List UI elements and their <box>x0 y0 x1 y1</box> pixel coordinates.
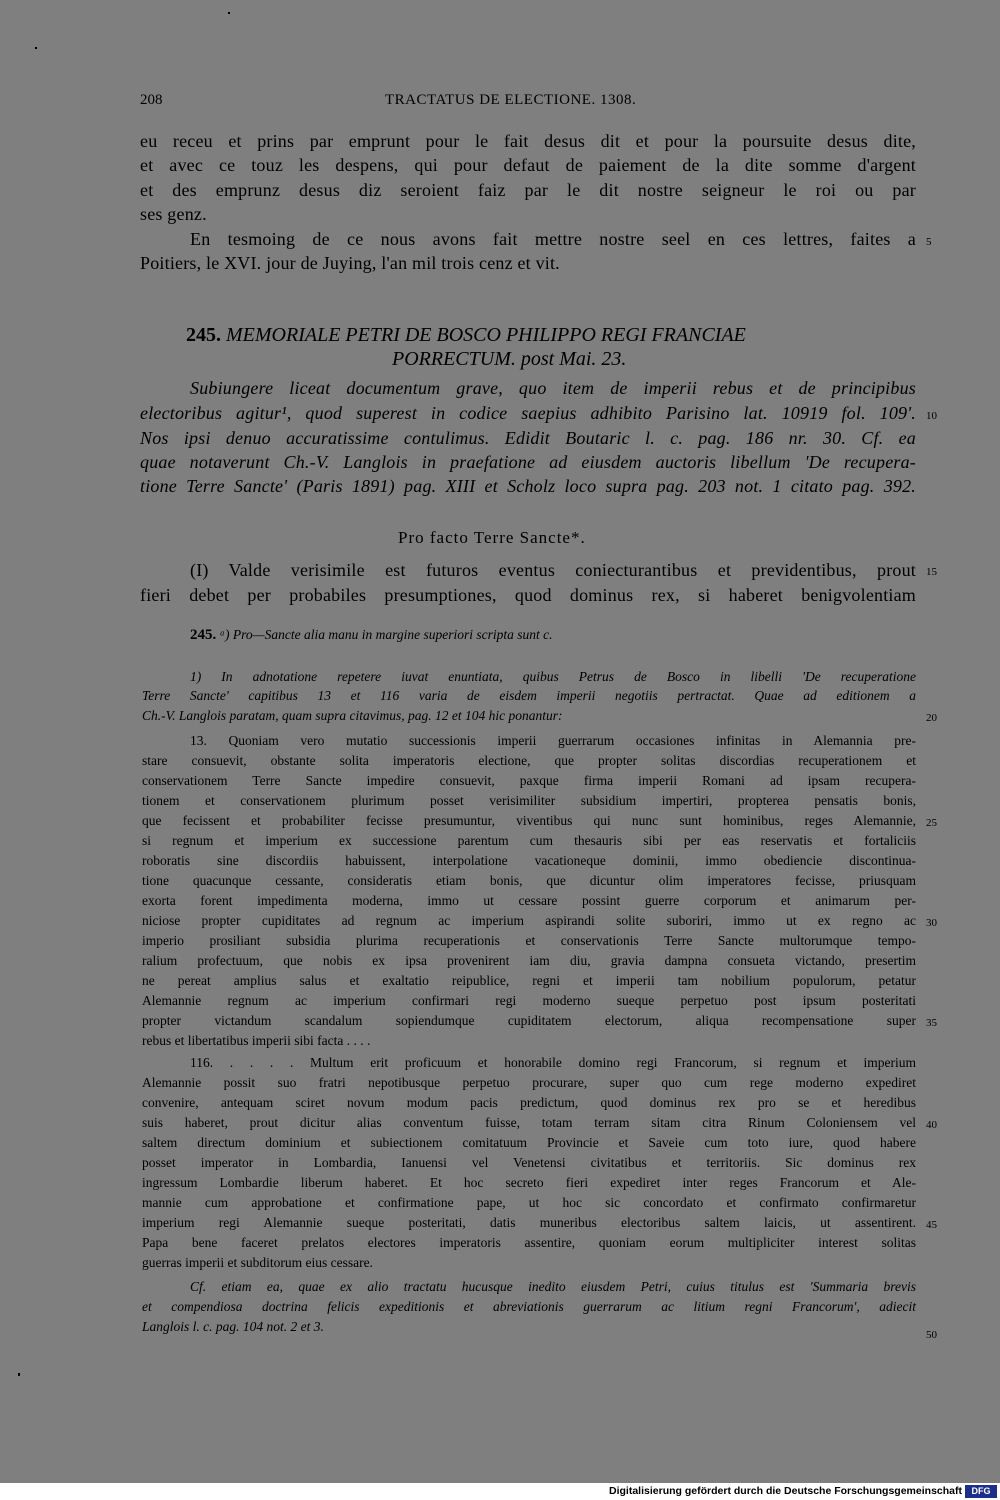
footnote-line: Ch.-V. Langlois paratam, quam supra citavimus, pag. 12 et 104 hic ponantur: <box>142 708 563 723</box>
footnote-line: niciose propter cupiditates ad regnum ac imperium aspirandi solite suboriri, immo ut ex regno ac <box>142 913 916 928</box>
footnote-line: si regnum et imperium ex successione parentum cum thesauris sibi per eas reservatis et fortaliciis <box>142 833 916 848</box>
footnote-line: mannie cum approbatione et confirmatione pape, ut hoc sic concordato et confirmato confirmaretur <box>142 1195 916 1210</box>
apparatus-text: ᵃ) Pro—Sancte alia manu in margine superiori scripta sunt c. <box>219 627 553 642</box>
footnote-line: imperio prosiliant subsidia plurima recuperationis et conservationis Terre Sancte multorumque tempo- <box>142 933 916 948</box>
body-line: et avec ce touz les despens, qui pour defaut de paiement de la dite somme d'argent <box>140 155 916 175</box>
body-line: Poitiers, le XVI. jour de Juying, l'an mil trois cenz et vit. <box>140 253 560 273</box>
scan-speck <box>18 1373 20 1376</box>
footnote-line: ne pereat amplius salus et exaltatio reipublice, regni et imperii tam nobilium populorum, petatur <box>142 973 916 988</box>
footnote-line: tionem et conservationem plurimum posset verisimiliter subsidium impertiri, propterea pensatis bonis, <box>142 793 916 808</box>
footnote-line: 1) In adnotatione repetere iuvat enuntiata, quibus Petrus de Bosco in libelli 'De recuperatione <box>190 669 916 684</box>
intro-line: quae notaverunt Ch.-V. Langlois in praefatione ad eiusdem auctoris libellum 'De recupera- <box>140 452 916 472</box>
scan-speck <box>35 47 37 49</box>
body-line: (I) Valde verisimile est futuros eventus coniecturantibus et previdentibus, prout <box>190 560 916 580</box>
intro-line: tione Terre Sancte' (Paris 1891) pag. XIII et Scholz loco supra pag. 203 not. 1 citato pag. 392. <box>140 476 916 496</box>
footnote-line: Papa bene faceret prelatos electores imperatoris assentire, quoniam eorum multipliciter interest solitas <box>142 1235 916 1250</box>
page-number: 208 <box>140 92 163 108</box>
body-line: fieri debet per probabiles presumptiones, quod dominus rex, si haberet benigvolentiam <box>140 585 916 605</box>
document-number: 245. <box>186 324 221 346</box>
apparatus-number: 245. <box>190 627 217 643</box>
line-number: 5 <box>926 236 932 248</box>
footnote-line: convenire, antequam sciret novum modum pacis predictum, quod dominus rex pro se et heredibus <box>142 1095 916 1110</box>
footnote-line: stare consuevit, obstante solita imperatoris electione, que propter solitas discordias recuperationem et <box>142 753 916 768</box>
footnote-line: ingressum Lombardie liberum haberet. Et hoc secreto fieri expediret inter reges Francorum et Ale- <box>142 1175 916 1190</box>
footnote-line: exorta forent impedimenta moderna, immo ut cessare possint guerre corporum et animarum per- <box>142 893 916 908</box>
running-title: TRACTATUS DE ELECTIONE. 1308. <box>385 92 637 108</box>
footnote-line: Terre Sancte' capitibus 13 et 116 varia de eisdem imperii negotiis pertractat. Quae ad editionem a <box>142 688 916 703</box>
footnote-line: suis haberet, prout dicitur alias conventum fuisse, totam terram sitam citra Rinum Coloniensem vel <box>142 1115 916 1130</box>
footnote-line: guerras imperii et subditorum eius cessare. <box>142 1255 373 1270</box>
body-line: En tesmoing de ce nous avons fait mettre nostre seel en ces lettres, faites a <box>190 229 916 249</box>
footnote-line: rebus et libertatibus imperii sibi facta . . . . <box>142 1033 371 1048</box>
line-number: 35 <box>926 1017 937 1029</box>
footnote-line: Alemannie possit suo fratri nepotibusque perpetuo procurare, super quo cum rege moderno expediret <box>142 1075 916 1090</box>
apparatus-note <box>190 627 964 644</box>
body-line: ses genz. <box>140 204 207 224</box>
line-number: 30 <box>926 917 937 929</box>
footnote-line: propter victandum scandalum sopiendumque cupiditatem electorum, aliqua recompensatione super <box>142 1013 916 1028</box>
line-number: 20 <box>926 712 937 724</box>
line-number: 15 <box>926 566 937 578</box>
section-subtitle: Pro facto Terre Sancte*. <box>398 528 586 547</box>
footnote-line: Langlois l. c. pag. 104 not. 2 et 3. <box>142 1319 324 1334</box>
footnote-line: et compendiosa doctrina felicis expeditionis et abreviationis guerrarum ac litium regni Francorum', adiecit <box>142 1299 916 1314</box>
footer-text: Digitalisierung gefördert durch die Deutsche Forschungsgemeinschaft <box>609 1485 962 1497</box>
digitization-footer <box>0 1483 1000 1500</box>
footnote-line: conservationem Terre Sancte impedire consuevit, paxque firma imperii Romani ad ipsam recupera- <box>142 773 916 788</box>
footnote-line: saltem directum dominium et subiectionem comitatuum Provincie et Saveie cum toto iure, quod habere <box>142 1135 916 1150</box>
footnote-line: roboratis sine discordiis habuissent, interpolatione vacationeque dominii, immo obediencie discontinua- <box>142 853 916 868</box>
intro-line: Nos ipsi denuo accuratissime contulimus. Edidit Boutaric l. c. pag. 186 nr. 30. Cf. ea <box>140 428 916 448</box>
intro-line: electoribus agitur¹, quod superest in codice saepius adhibito Parisino lat. 10919 fol. 109'. <box>140 403 916 423</box>
footnote-line: que fecissent et probabiliter fecisse presumuntur, viventibus qui nunc sunt hominibus, reges Alemannie, <box>142 813 916 828</box>
line-number: 40 <box>926 1119 937 1131</box>
body-line: eu receu et prins par emprunt pour le fait desus dit et pour la poursuite desus dite, <box>140 131 916 151</box>
footnote-line: 13. Quoniam vero mutatio successionis imperii guerrarum occasiones infinitas in Alemannia pre- <box>190 733 916 748</box>
intro-line: Subiungere liceat documentum grave, quo item de imperii rebus et de principibus <box>190 378 916 398</box>
line-number: 10 <box>926 410 937 422</box>
line-number: 25 <box>926 817 937 829</box>
footnote-line: tione quacunque cessante, consideratis etiam bonis, que dicuntur olim imperatores fecisse, priusquam <box>142 873 916 888</box>
document-title-line2: PORRECTUM. post Mai. 23. <box>392 348 627 370</box>
footnote-line: imperium regi Alemannie sueque posteritati, datis muneribus electoribus saltem laicis, ut assentirent. <box>142 1215 916 1230</box>
footnote-line: ralium profectuum, que nobis ex ipsa provenirent iam diu, gravia dampna consueta victando, presertim <box>142 953 916 968</box>
scan-speck <box>228 12 230 14</box>
body-line: et des emprunz desus diz seroient faiz par le dit nostre seigneur le roi ou par <box>140 180 916 200</box>
document-title <box>186 324 746 347</box>
line-number: 50 <box>926 1329 937 1341</box>
footnote-line: Alemannie regnum ac imperium confirmari regi moderno sueque perpetuo post ipsum posteritati <box>142 993 916 1008</box>
footnote-line: Cf. etiam ea, quae ex alio tractatu hucusque inedito eiusdem Petri, cuius titulus est 'Summaria brevis <box>190 1279 916 1294</box>
document-title-line1: MEMORIALE PETRI DE BOSCO PHILIPPO REGI FRANCIAE <box>226 324 746 346</box>
footnote-line: posset imperator in Lombardia, Ianuensi vel Venetensi civitatibus et territoriis. Sic dominus rex <box>142 1155 916 1170</box>
line-number: 45 <box>926 1219 937 1231</box>
footnote-line: 116. . . . . Multum erit proficuum et honorabile domino regi Francorum, si regnum et imperium <box>190 1055 916 1070</box>
dfg-logo: DFG <box>965 1485 997 1498</box>
